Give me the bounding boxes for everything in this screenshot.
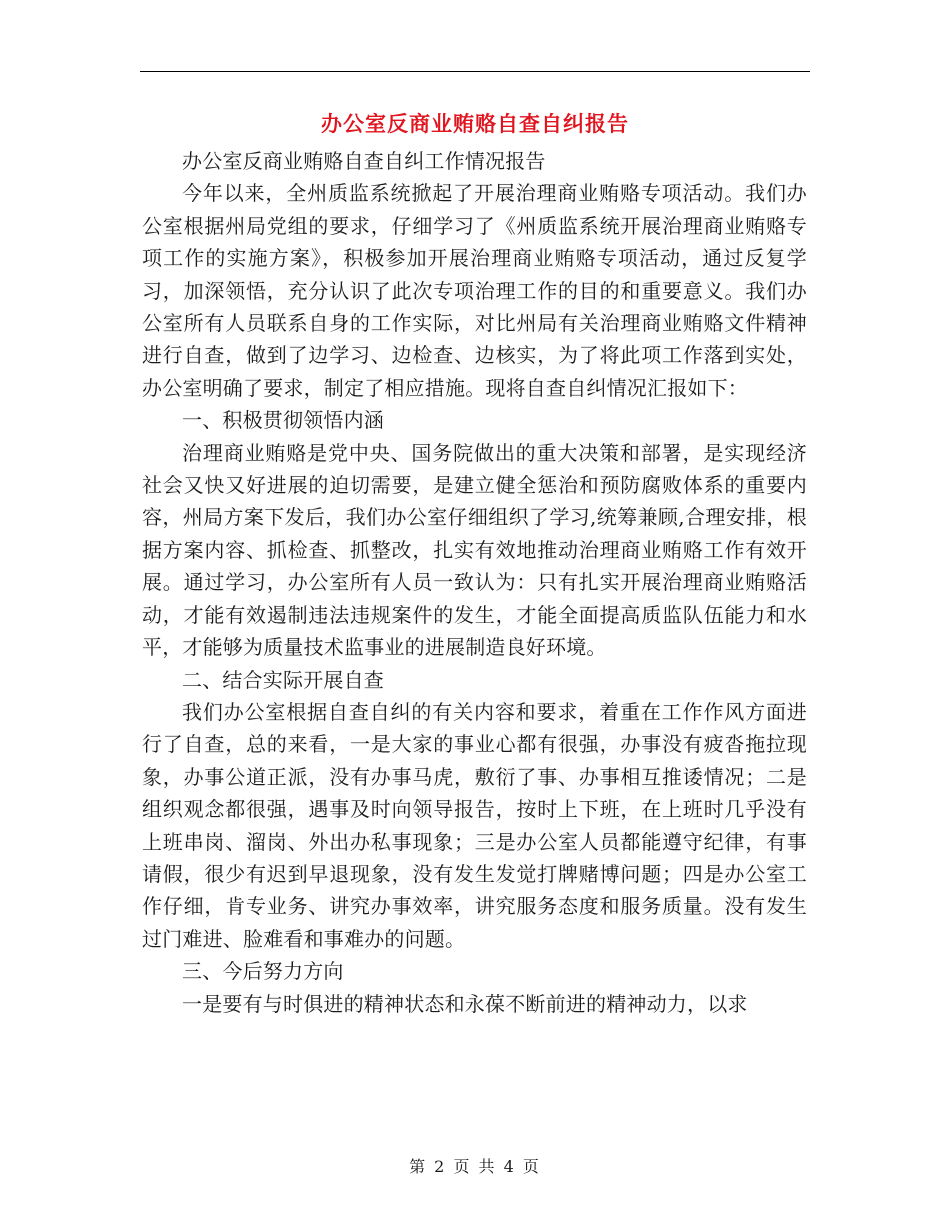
section-1-paragraph: 治理商业贿赂是党中央、国务院做出的重大决策和部署，是实现经济社会又快又好进展的迫切需要，是建立健全惩治和预防腐败体系的重要内容，州局方案下发后，我们办公室仔细组织了学习,统筹兼顾,合理安排，根据方案内容、抓检查、抓整改，扎实有效地推动治理商业贿赂工作有效开展。通过学习，办公室所有人员一致认为：只有扎实开展治理商业贿赂活动，才能有效遏制违法违规案件的发生，才能全面提高质监队伍能力和水平，才能够为质量技术监事业的进展制造良好环境。 [142, 440, 807, 660]
subtitle-paragraph: 办公室反商业贿赂自查自纠工作情况报告 [182, 149, 546, 173]
section-heading-1: 一、积极贯彻领悟内涵 [182, 408, 384, 433]
section-heading-3: 三、今后努力方向 [182, 959, 344, 984]
section-heading-2: 二、结合实际开展自查 [182, 667, 384, 692]
document-title: 办公室反商业贿赂自查自纠报告 [321, 111, 629, 136]
section-3-paragraph: 一是要有与时俱进的精神状态和永葆不断前进的精神动力，以求 [182, 991, 748, 1016]
section-2-paragraph: 我们办公室根据自查自纠的有关内容和要求，着重在工作作风方面进行了自查，总的来看，一是大家的事业心都有很强，办事没有疲沓拖拉现象，办事公道正派，没有办事马虎，敷衍了事、办事相互推诿情况；二是组织观念都很强，遇事及时向领导报告，按时上下班，在上班时几乎没有上班串岗、溜岗、外出办私事现象；三是办公室人员都能遵守纪律，有事请假，很少有迟到早退现象，没有发生发觉打牌赌博问题；四是办公室工作仔细，肯专业务、讲究办事效率，讲究服务态度和服务质量。没有发生过门难进、脸难看和事难办的问题。 [142, 699, 807, 951]
page-footer: 第 2 页 共 4 页 [409, 1157, 541, 1176]
header-rule [140, 71, 810, 72]
document-body [142, 145, 807, 1020]
intro-paragraph: 今年以来，全州质监系统掀起了开展治理商业贿赂专项活动。我们办公室根据州局党组的要求，仔细学习了《州质监系统开展治理商业贿赂专项工作的实施方案》，积极参加开展治理商业贿赂专项活动，通过反复学习，加深领悟，充分认识了此次专项治理工作的目的和重要意义。我们办公室所有人员联系自身的工作实际，对比州局有关治理商业贿赂文件精神进行自查，做到了边学习、边检查、边核实，为了将此项工作落到实处，办公室明确了要求，制定了相应措施。现将自查自纠情况汇报如下： [142, 181, 807, 400]
